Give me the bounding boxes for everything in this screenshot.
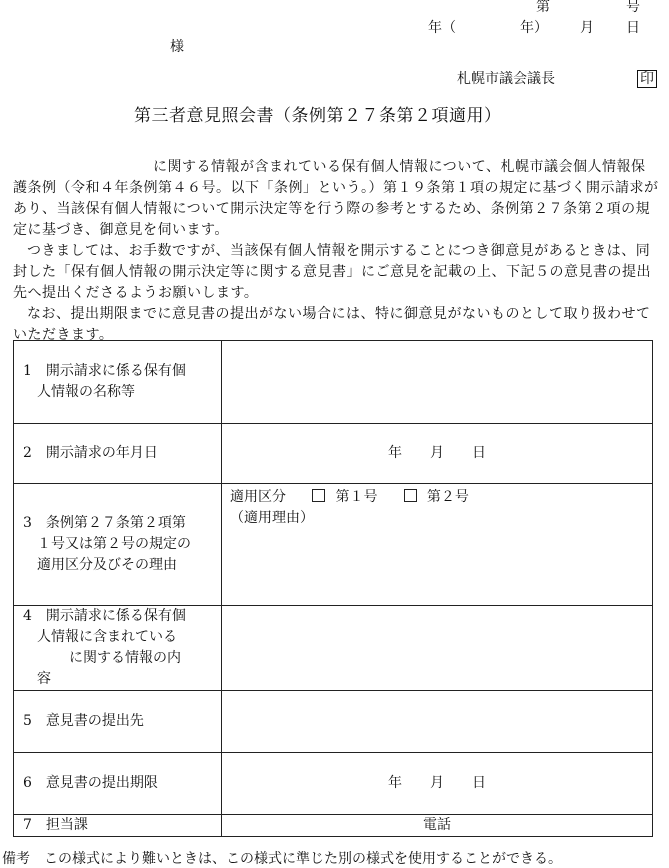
label-request-date: 2 開示請求の年月日 bbox=[14, 424, 222, 484]
option-2-label: 第２号 bbox=[426, 489, 469, 505]
field-department-phone[interactable] bbox=[222, 815, 653, 837]
inquiry-form-table bbox=[13, 340, 653, 837]
reason-label: （適用理由） bbox=[230, 510, 314, 526]
field-item-name[interactable] bbox=[222, 341, 653, 424]
table-row-submission-deadline bbox=[14, 753, 653, 815]
label-category-reason: 3 条例第２７条第２項第 １号又は第２号の規定の 適用区分及びその理由 bbox=[14, 484, 222, 606]
table-row-category-reason bbox=[14, 484, 653, 606]
date-day: 日 bbox=[626, 20, 640, 36]
field-submission-destination[interactable] bbox=[222, 691, 653, 753]
field-category-reason bbox=[222, 484, 653, 606]
paragraph-1-continuation: 護条例（令和４年条例第４６号。以下「条例」という。）第１９条第１項の規定に基づく開示請求があり、当該保有個人情報について開示決定等を行う際の参考とするため、条例第２７条第２項の規定に基づき、御意見を伺います。 bbox=[13, 180, 659, 238]
label-item-name: 1 開示請求に係る保有個 人情報の名称等 bbox=[14, 341, 222, 424]
category-selector bbox=[230, 487, 644, 508]
label-third-party-info: 4 開示請求に係る保有個 人情報に含まれている に関する情報の内 容 bbox=[14, 606, 222, 691]
body-paragraph-1 bbox=[13, 157, 663, 241]
document-number-prefix: 第 bbox=[536, 0, 550, 15]
phone-label: 電話 bbox=[423, 817, 451, 833]
date-era-year: 年（ bbox=[428, 20, 456, 36]
field-request-date[interactable]: 年 月 日 bbox=[222, 424, 653, 484]
table-row-submission-destination bbox=[14, 691, 653, 753]
footer-note: 備考 この様式により難いときは、この様式に準じた別の様式を使用することができる。 bbox=[2, 851, 562, 867]
field-third-party-info[interactable] bbox=[222, 606, 653, 691]
category-label: 適用区分 bbox=[230, 489, 286, 505]
sender-name: 札幌市議会議長 bbox=[457, 71, 555, 87]
label-submission-destination: 5 意見書の提出先 bbox=[14, 691, 222, 753]
table-row-item-name bbox=[14, 341, 653, 424]
table-row-third-party-info bbox=[14, 606, 653, 691]
body-paragraph-2: つきましては、お手数ですが、当該保有個人情報を開示することにつき御意見があるときは、同封した「保有個人情報の開示決定等に関する意見書」にご意見を記載の上、下記５の意見書の提出先へ提出くださるようお願いします。 bbox=[13, 243, 651, 301]
body-paragraph-3: なお、提出期限までに意見書の提出がない場合には、特に御意見がないものとして取り扱わせていただきます。 bbox=[13, 306, 651, 343]
seal-mark: 印 bbox=[637, 70, 657, 88]
table-row-department bbox=[14, 815, 653, 837]
paragraph-1-first-line: に関する情報が含まれている保有個人情報について、札幌市議会個人情報保 bbox=[153, 159, 646, 175]
addressee-honorific: 様 bbox=[170, 39, 184, 55]
date-month: 月 bbox=[580, 20, 594, 36]
page-title: 第三者意見照会書（条例第２７条第２項適用） bbox=[134, 106, 502, 126]
checkbox-option-2[interactable] bbox=[404, 489, 417, 502]
field-submission-deadline[interactable]: 年 月 日 bbox=[222, 753, 653, 815]
date-western-year: 年） bbox=[520, 20, 548, 36]
option-1-label: 第１号 bbox=[335, 489, 378, 505]
table-row-request-date bbox=[14, 424, 653, 484]
label-department: 7 担当課 bbox=[14, 815, 222, 837]
label-submission-deadline: 6 意見書の提出期限 bbox=[14, 753, 222, 815]
document-number-suffix: 号 bbox=[626, 0, 640, 15]
checkbox-option-1[interactable] bbox=[312, 489, 325, 502]
